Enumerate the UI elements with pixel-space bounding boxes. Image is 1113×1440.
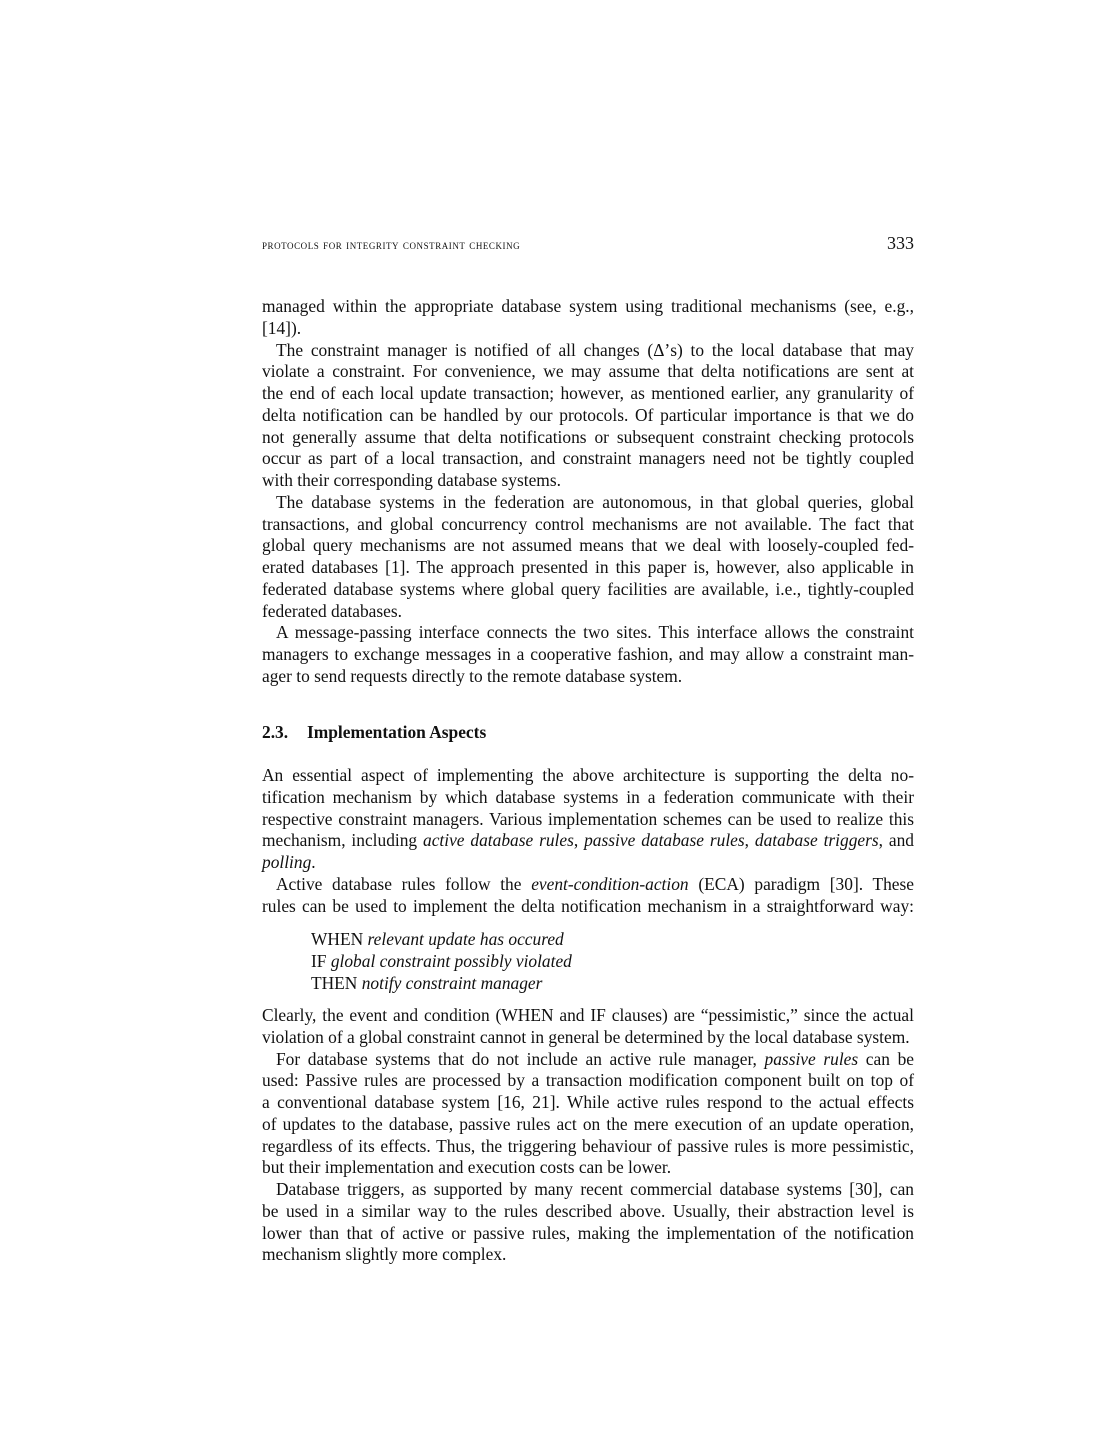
text-line: erated databases [1]. The approach presented in this paper is, however, also applicable in xyxy=(262,557,914,577)
text-line: The database systems in the federation are autonomous, in that global queries, global xyxy=(276,491,914,512)
text-line: regardless of its effects. Thus, the triggering behaviour of passive rules is more pessimistic, xyxy=(262,1135,914,1156)
text-line: managed within the appropriate database system using traditional mechanisms (see, e.g., xyxy=(262,296,914,316)
text-run: , and xyxy=(878,830,914,851)
emphasized-term: polling xyxy=(262,852,312,872)
text-line: The constraint manager is notified of all changes (Δ’s) to the local database that may xyxy=(276,339,914,360)
text-line: occur as part of a local transaction, and constraint managers need not be tightly coupled xyxy=(262,448,914,469)
text-run: , xyxy=(744,830,755,851)
rule-keyword: IF xyxy=(311,950,327,971)
text-line: delta notification can be handled by our protocols. Of particular importance is that we do xyxy=(262,404,914,425)
page-number: 333 xyxy=(887,233,914,253)
rule-if xyxy=(311,951,572,973)
text-line: used: Passive rules are processed by a transaction modification component built on top of xyxy=(262,1070,914,1091)
text-run: Active database rules follow the xyxy=(276,873,532,894)
text-line: respective constraint managers. Various implementation schemes can be used to realize this xyxy=(262,808,914,829)
text-run: . xyxy=(311,852,316,872)
text-run: (ECA) paradigm [30]. These xyxy=(688,873,914,894)
rule-text: notify constraint manager xyxy=(361,972,543,993)
text-line: not generally assume that delta notifications or subsequent constraint checking protocols xyxy=(262,426,914,447)
text-line: violate a constraint. For convenience, we may assume that delta notifications are sent at xyxy=(262,361,914,382)
rule-text: global constraint possibly violated xyxy=(330,950,572,971)
text-line xyxy=(262,852,914,874)
text-run: mechanism, including xyxy=(262,830,424,851)
text-line: global query mechanisms are not assumed means that we deal with loosely-coupled fed- xyxy=(262,535,914,556)
running-head-title: protocols for integrity constraint checking xyxy=(262,237,521,252)
text-line: Clearly, the event and condition (WHEN and IF clauses) are “pessimistic,” since the actual xyxy=(262,1005,914,1025)
body-text-top xyxy=(262,296,914,688)
text-line: [14]). xyxy=(262,317,302,338)
emphasized-term: database triggers xyxy=(754,830,879,851)
text-line: transactions, and global concurrency control mechanisms are not available. The fact that xyxy=(262,513,914,534)
emphasized-term: passive rules xyxy=(764,1048,859,1069)
section-title: Implementation Aspects xyxy=(307,722,487,742)
running-head xyxy=(262,233,914,257)
text-line: federated database systems where global query facilities are available, i.e., tightly-coupled xyxy=(262,578,914,599)
rule-text: relevant update has occured xyxy=(367,929,564,949)
text-line: lower than that of active or passive rules, making the implementation of the notification xyxy=(262,1222,914,1243)
text-line: An essential aspect of implementing the above architecture is supporting the delta no- xyxy=(262,765,914,785)
rule-keyword: THEN xyxy=(311,972,358,993)
text-line: tification mechanism by which database systems in a federation communicate with their xyxy=(262,786,914,807)
rule-keyword: WHEN xyxy=(311,929,364,949)
text-line: managers to exchange messages in a cooperative fashion, and may allow a constraint man- xyxy=(262,644,914,664)
emphasized-term: event-condition-action xyxy=(531,873,689,894)
text-line: be used in a similar way to the rules described above. Usually, their abstraction level is xyxy=(262,1200,914,1221)
text-line xyxy=(262,830,914,852)
rule-when xyxy=(311,929,572,951)
text-run: can be xyxy=(858,1048,914,1069)
text-line: rules can be used to implement the delta notification mechanism in a straightforward way: xyxy=(262,895,914,916)
eca-rule-block xyxy=(311,929,572,994)
text-line: the end of each local update transaction; however, as mentioned earlier, any granularity of xyxy=(262,383,914,403)
text-line: mechanism slightly more complex. xyxy=(262,1244,507,1265)
text-line: with their corresponding database systems. xyxy=(262,470,561,490)
text-line: federated databases. xyxy=(262,600,403,621)
text-run: , xyxy=(573,830,585,851)
text-line: Database triggers, as supported by many recent commercial database systems [30], can xyxy=(276,1179,914,1199)
text-line: of updates to the database, passive rules act on the mere execution of an update operation, xyxy=(262,1113,914,1134)
text-line: ager to send requests directly to the remote database system. xyxy=(262,665,683,686)
rule-then xyxy=(311,973,572,995)
emphasized-term: active database rules xyxy=(423,830,574,851)
emphasized-term: passive database rules xyxy=(584,830,745,851)
section-heading xyxy=(262,721,486,743)
section-body-continued xyxy=(262,1005,914,1266)
section-body xyxy=(262,765,914,917)
section-number: 2.3. xyxy=(262,722,289,742)
text-line xyxy=(262,1049,914,1071)
text-line: but their implementation and execution costs can be lower. xyxy=(262,1157,672,1178)
text-line: violation of a global constraint cannot in general be determined by the local database system. xyxy=(262,1026,910,1047)
text-line: A message-passing interface connects the two sites. This interface allows the constraint xyxy=(276,622,914,643)
text-run: For database systems that do not include an active rule manager, xyxy=(276,1048,765,1069)
text-line: a conventional database system [16, 21]. While active rules respond to the actual effects xyxy=(262,1092,914,1112)
text-line xyxy=(262,874,914,896)
